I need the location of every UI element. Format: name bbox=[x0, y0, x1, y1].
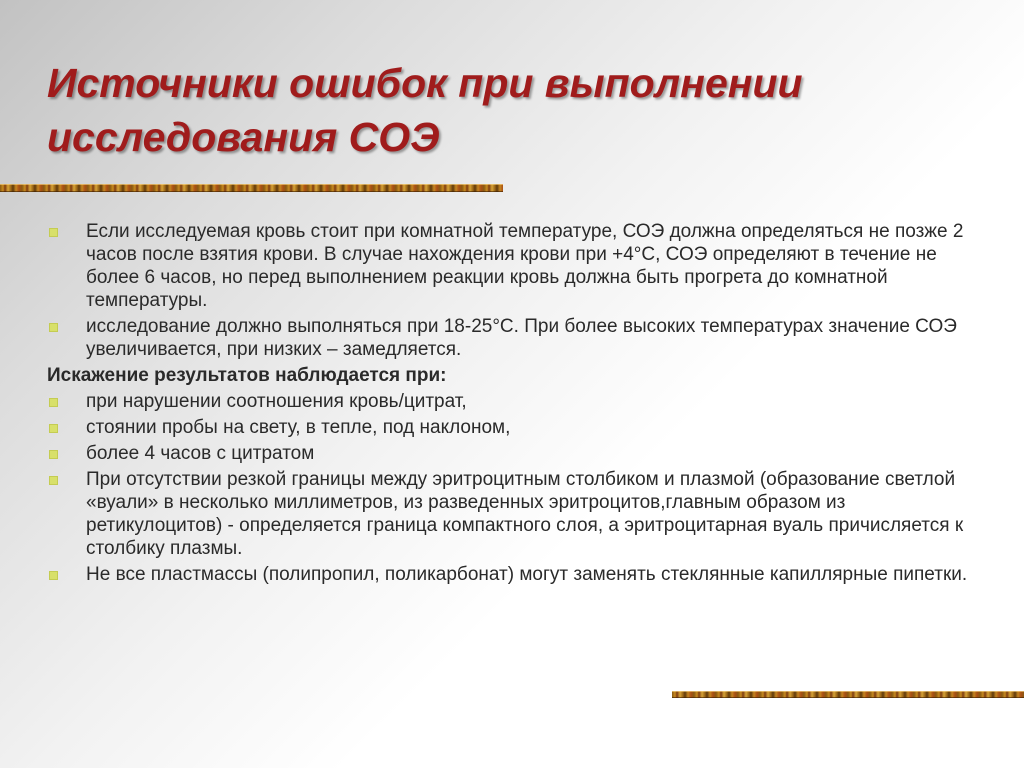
bullet-text: более 4 часов с цитратом bbox=[86, 443, 315, 464]
bullet-item bbox=[47, 442, 977, 465]
bullet-text: Если исследуемая кровь стоит при комнатной температуре, СОЭ должна определяться не позже 2 часов после взятия крови. В случае нахождения крови при +4°С, СОЭ определяют в течение не более 6 часов, но перед выполнением реакции кровь должна быть прогрета до комнатной температуры. bbox=[86, 221, 964, 311]
decorative-bar-top bbox=[0, 184, 503, 192]
bullet-text: при нарушении соотношения кровь/цитрат, bbox=[86, 391, 467, 412]
slide-title bbox=[47, 56, 947, 164]
bullet-text: Не все пластмассы (полипропил, поликарбонат) могут заменять стеклянные капиллярные пипетки. bbox=[86, 564, 968, 585]
square-bullet-icon bbox=[49, 476, 58, 485]
bullet-text: При отсутствии резкой границы между эритроцитным столбиком и плазмой (образование светлой «вуали» в несколько миллиметров, из разведенных эритроцитов,главным образом из ретикулоцитов) - определяется граница компактного слоя, а эритроцитарная вуаль причисляется к столбику плазмы. bbox=[86, 469, 964, 559]
square-bullet-icon bbox=[49, 424, 58, 433]
slide-title-line-2: исследования СОЭ bbox=[47, 114, 440, 160]
bullet-item bbox=[47, 416, 977, 439]
square-bullet-icon bbox=[49, 323, 58, 332]
decorative-bar-bottom bbox=[672, 691, 1024, 698]
bullet-item bbox=[47, 220, 977, 312]
square-bullet-icon bbox=[49, 450, 58, 459]
bullet-item bbox=[47, 563, 977, 586]
slide-title-line-1: Источники ошибок при выполнении bbox=[47, 60, 803, 106]
section-subheading: Искажение результатов наблюдается при: bbox=[47, 365, 447, 386]
slide-body bbox=[47, 220, 977, 589]
square-bullet-icon bbox=[49, 398, 58, 407]
bullet-text: стоянии пробы на свету, в тепле, под наклоном, bbox=[86, 417, 511, 438]
bullet-item bbox=[47, 390, 977, 413]
bullet-text: исследование должно выполняться при 18-25°С. При более высоких температурах значение СОЭ увеличивается, при низких – замедляется. bbox=[86, 316, 957, 360]
bullet-item bbox=[47, 315, 977, 361]
bullet-item bbox=[47, 468, 977, 560]
square-bullet-icon bbox=[49, 228, 58, 237]
square-bullet-icon bbox=[49, 571, 58, 580]
